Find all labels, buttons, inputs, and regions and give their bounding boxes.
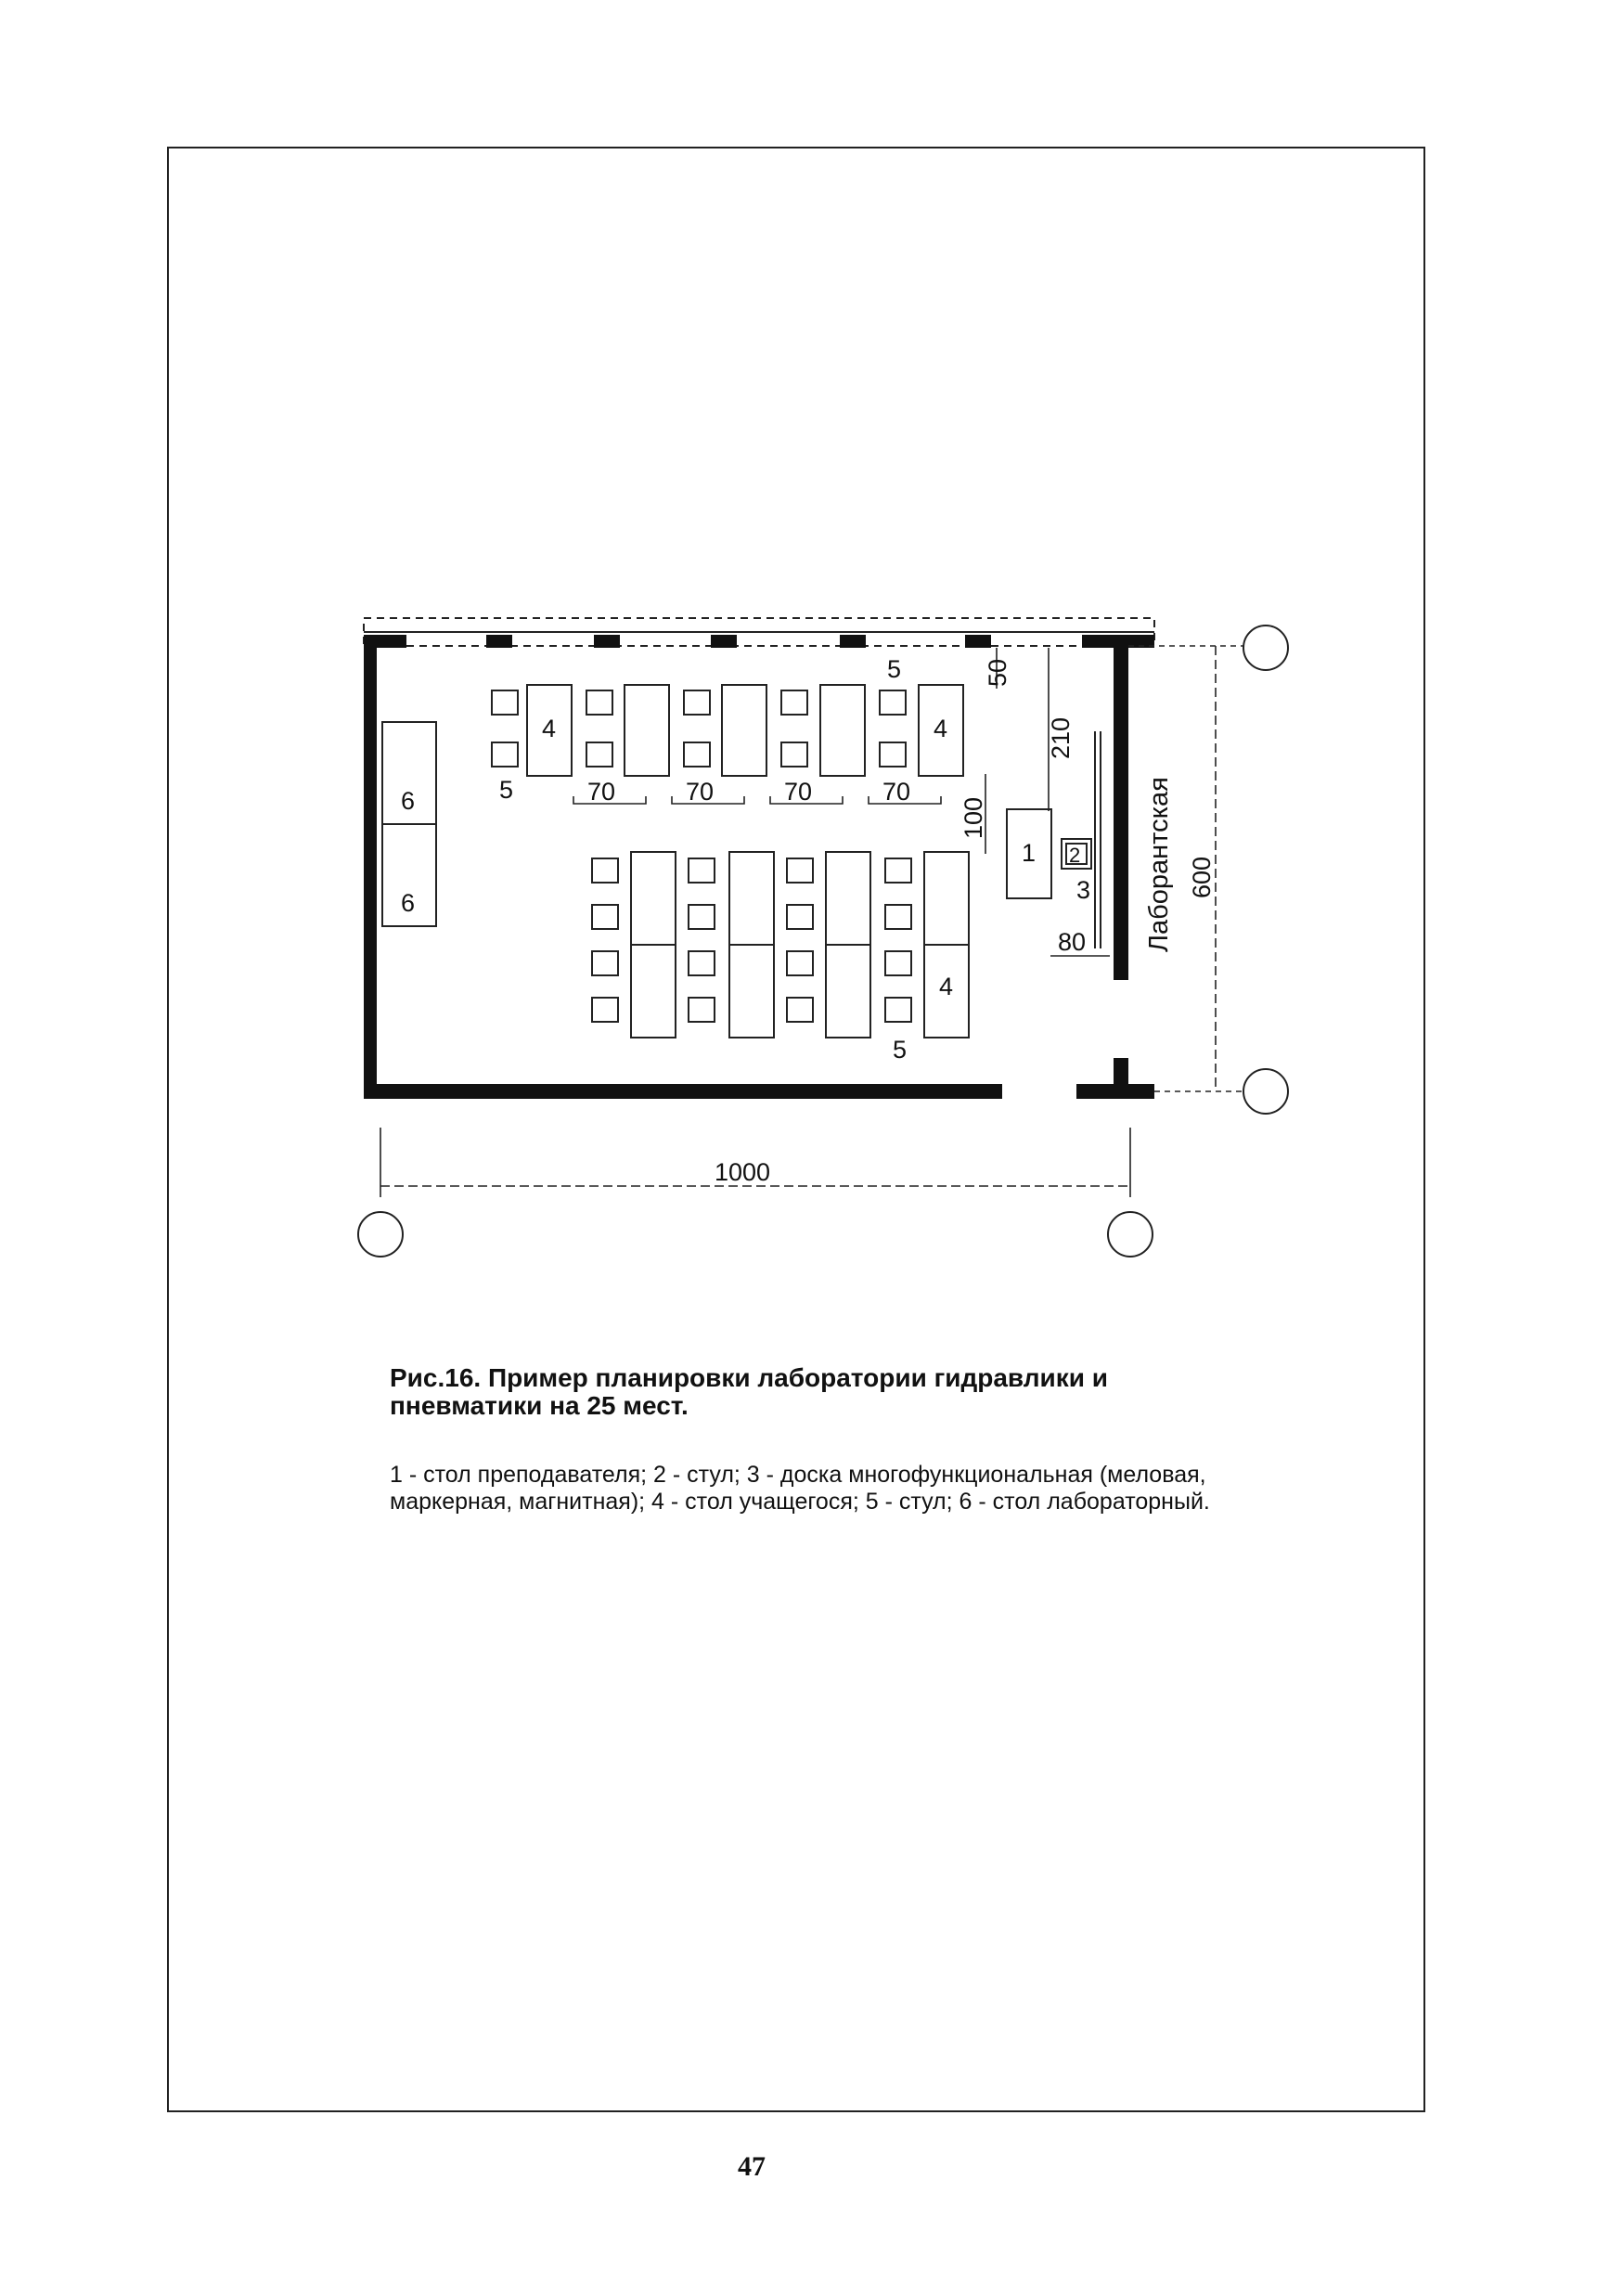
room-label: Лаборантская [1144, 777, 1174, 952]
marker-student-desk-b: 4 [934, 715, 948, 742]
dim-spacing-2: 70 [686, 778, 715, 806]
figure-caption: Рис.16. Пример планировки лаборатории гидравлики и пневматики на 25 мест. [390, 1363, 1108, 1420]
marker-student-desk-a: 4 [542, 715, 557, 742]
marker-student-chair-a: 5 [499, 776, 514, 804]
window-strip [364, 618, 1154, 646]
marker-teacher-desk: 1 [1022, 839, 1037, 867]
marker-lab-table-1: 6 [401, 787, 416, 815]
figure-legend: 1 - стол преподавателя; 2 - стул; 3 - доска многофункциональная (меловая, маркерная, магнитная); 4 - стол учащегося; 5 - стул; 6 - стол лабораторный. [390, 1462, 1210, 1515]
marker-student-chair-b: 5 [887, 655, 902, 683]
marker-lab-table-2: 6 [401, 889, 416, 917]
dim-spacing-3: 70 [784, 778, 813, 806]
marker-teacher-chair: 2 [1069, 844, 1081, 867]
marker-student-chair-c: 5 [893, 1036, 908, 1064]
page-number: 47 [738, 2151, 766, 2182]
marker-student-desk-c: 4 [939, 973, 954, 1000]
dim-210: 210 [1047, 716, 1075, 759]
dim-spacing-1: 70 [587, 778, 616, 806]
dim-100: 100 [959, 796, 987, 839]
dim-80: 80 [1058, 928, 1087, 956]
board [1095, 731, 1101, 948]
dim-depth: 600 [1188, 856, 1216, 898]
dim-width: 1000 [715, 1158, 771, 1186]
dim-spacing-4: 70 [882, 778, 911, 806]
dim-50: 50 [984, 658, 1011, 687]
marker-board: 3 [1076, 876, 1091, 904]
